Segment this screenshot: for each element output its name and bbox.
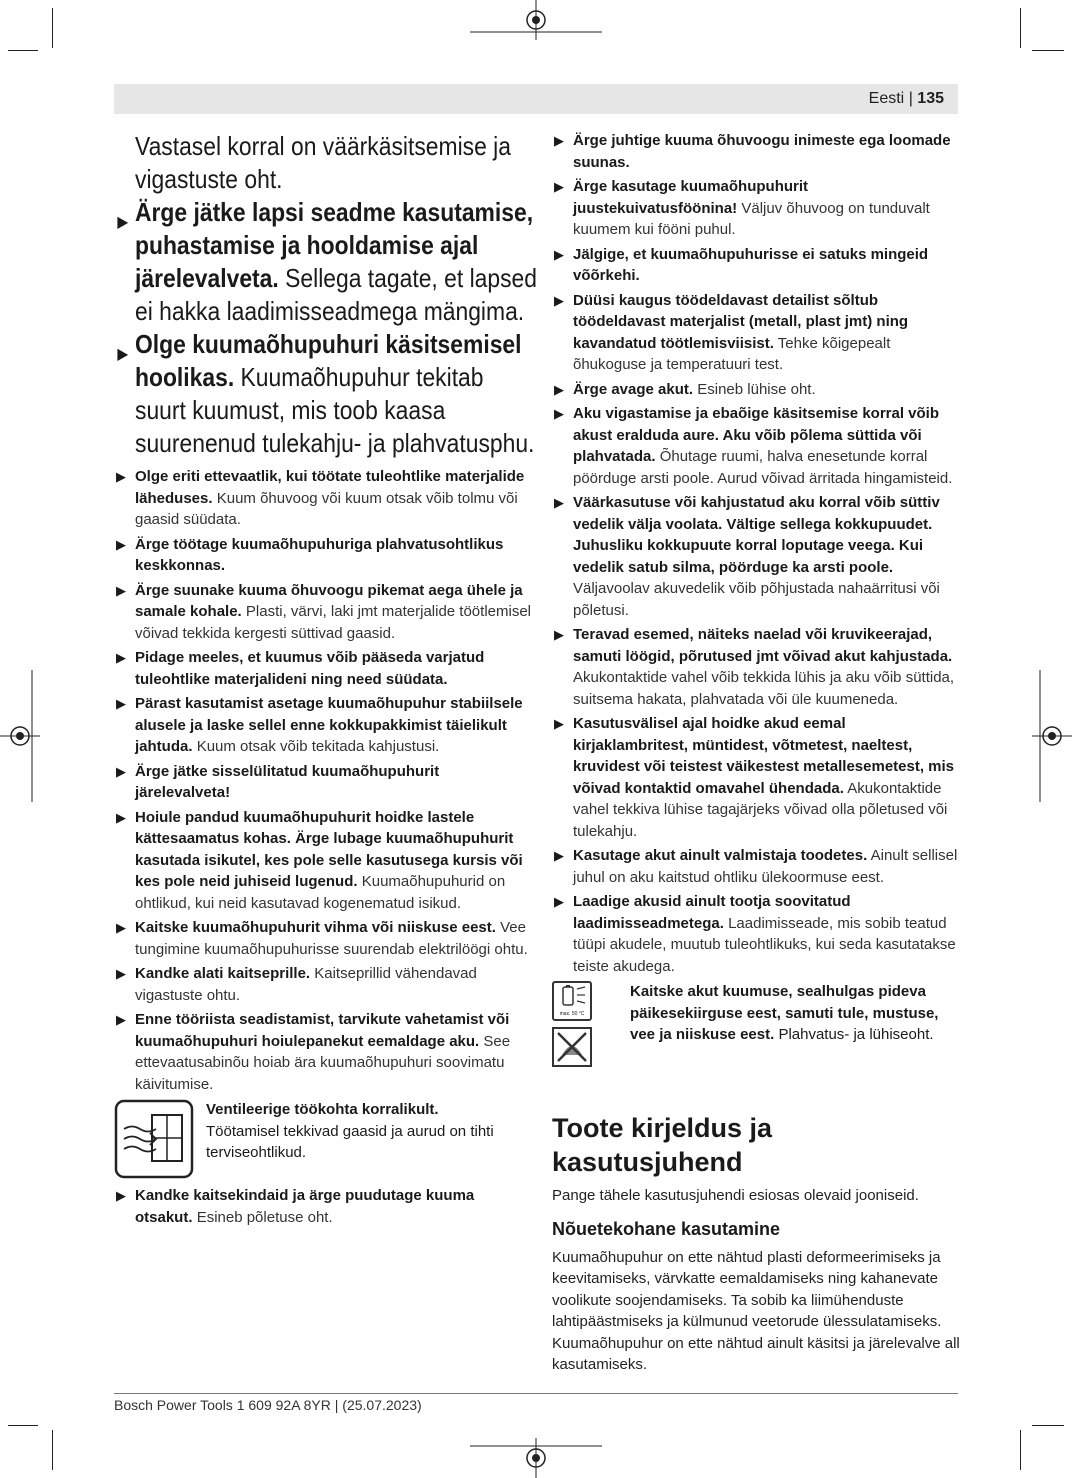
bullet-triangle-icon: ▶ [116,469,126,484]
item-bold: Enne tööriista seadistamist, tarvikute vahetamist või kuumaõhupuhuri hoiulepanekut eemaldage aku. [135,1011,510,1050]
bullet-triangle-icon: ▶ [554,406,564,421]
item-bold: Kandke kaitsekindaid ja ärge puudutage kuuma otsakut. [135,1187,475,1226]
large-print-block [117,130,540,460]
bullet-triangle-icon: ▶ [554,894,564,909]
safety-item [552,492,964,621]
item-bold: Väärkasutuse või kahjustatud aku korral võib süttiv vedelik välja voolata. Vältige sellega kokkupuudet. Juhusliku kokkupuute korral loputage veega. Kui vedelik satub silma, pöörduge ka arsti poole. [573,494,940,576]
heat-warning [552,981,964,1067]
safety-item [552,290,964,376]
item-text: Kuumaõhupuhurid on ohtlikud, kui neid kasutavad kogenematud isikud. [135,873,506,912]
item-bold: Kandke alati kaitseprille. [135,965,311,982]
subsection-title: Nõuetekohane kasutamine [552,1218,781,1239]
item-bold: Hoiule pandud kuumaõhupuhurit hoidke lastele kättesaamatus kohas. Ärge lubage kuumaõhupuhurit kasutada isikutel, kes pole selle kasutusega kursis või kes pole neid juhiseid lugenud. [135,808,523,890]
safety-item [114,1009,534,1095]
intended-use-text-2: Kuumaõhupuhur on ette nähtud ainult käsitsi ja järelevalve all kasutamiseks. [552,1334,960,1373]
item-text: Vee tungimine kuumaõhupuhurisse suurendab elektrilöögi ohtu. [135,919,528,958]
item-text: Õhutage ruumi, halva enesetunde korral pöörduge arsti poole. Aurud võivad ärritada hingamisteid. [573,448,953,487]
crop-mark [8,1425,38,1426]
safety-item [552,379,964,401]
bullet-triangle-icon: ▶ [554,179,564,194]
bullet-triangle-icon: ▶ [554,133,564,148]
page-number: 135 [917,90,944,107]
header-language: Eesti [868,90,905,107]
item-bold: Kaitske kuumaõhupuhurit vihma või niiskuse eest. [135,919,496,936]
safety-item [114,466,534,531]
bullet-triangle-icon: ▶ [554,627,564,642]
safety-item [552,244,964,287]
bullet-triangle-icon: ▶ [116,1188,126,1203]
bullet-triangle-icon: ▶ [117,346,129,363]
crop-mark [52,1430,53,1470]
item-text: Väljavoolav akuvedelik võib põhjustada nahaärritusi või põletusi. [573,580,940,619]
item-bold: Olge eriti ettevaatlik, kui töötate tuleohtlike materjalide läheduses. [135,468,525,507]
bullet-triangle-icon: ▶ [116,1012,126,1027]
page-header [114,84,958,114]
left-column [114,130,537,1231]
item-text: Esineb põletuse oht. [196,1208,333,1226]
safety-item [552,624,964,710]
footer-divider [114,1393,958,1394]
item-text: Esineb lühise oht. [697,380,816,398]
large-item-bold: Olge kuumaõhupuhuri käsitsemisel hoolikas. [135,329,522,392]
bullet-triangle-icon: ▶ [116,696,126,711]
safety-item [114,647,534,690]
crop-mark [1032,50,1064,51]
item-text: Tehke kõigepealt õhukoguse ja temperatuuri test. [573,334,891,373]
safety-item [114,693,534,758]
crop-mark [52,8,53,48]
sun-heat-icon [557,985,587,1007]
header-label [869,90,944,108]
battery-temperature-icon [552,981,592,1021]
ventilation-notice [114,1099,534,1179]
product-description-section [552,1111,964,1376]
large-item-text: Kuumaõhupuhur tekitab suurt kuumust, mis toob kaasa suurenenud tulekahju- ja plahvatusphu. [135,362,535,458]
bullet-triangle-icon: ▶ [116,920,126,935]
section-title: Toote kirjeldus ja kasutusjuhend [552,1113,773,1177]
safety-item [552,891,964,977]
bullet-triangle-icon: ▶ [116,763,126,779]
item-bold: Jälgige, et kuumaõhupuhurisse ei satuks mingeid võõrkehi. [573,245,929,284]
item-text: Väljuv õhuvoog on tunduvalt kuumem kui fööni puhul. [573,199,930,238]
ventilation-detail: Töötamisel tekkivad gaasid ja aurud on tihti terviseohtlikud. [206,1122,494,1161]
large-item-bold: Ärge jätke lapsi seadme kasutamise, puhastamise ja hooldamise ajal järelevalveta. [135,197,534,293]
icon-temperature-label: max. 50 °C [559,1011,585,1017]
continuation-text: Vastasel korral on väärkäsitsemise ja vigastuste oht. [135,131,511,194]
safety-item [114,807,534,915]
large-safety-item [117,196,540,328]
safety-item [114,761,534,804]
item-text: Laadimisseade, mis sobib teatud tüüpi akudele, muutub tuleohtlikuks, kui seda kasutatakse teiste akudega. [573,914,956,975]
safety-item [114,580,534,645]
ventilation-bold: Ventileerige töökohta korralikult. [206,1101,439,1118]
item-text: Kuum õhuvoog või kuum otsak võib tolmu või gaasid süüdata. [135,489,518,528]
ventilation-window-icon [114,1099,194,1179]
section-intro: Pange tähele kasutusjuhendi esiosas olevaid jooniseid. [552,1187,919,1204]
crop-mark [1032,1425,1064,1426]
safety-item [552,403,964,489]
heat-warning-bold: Kaitske akut kuumuse, sealhulgas pideva päikesekiirguse eest, samuti tule, mustuse, vee ja niiskuse eest. [630,983,939,1043]
crop-mark [8,50,38,51]
item-bold: Ärge jätke sisselülitatud kuumaõhupuhurit järelevalveta! [135,762,440,801]
item-bold: Kasutage akut ainult valmistaja toodetes. [573,847,868,864]
intended-use-text: Kuumaõhupuhur on ette nähtud plasti deformeerimiseks ja keevitamiseks, värvkatte eemaldamiseks ning kahanevate voolikute soojendamiseks. Ta sobib ka liimühenduste lahtipäästmiseks ja külmunud veetorude ülessulatamiseks. [552,1248,942,1330]
item-text: Plasti, värvi, laki jmt materjalide töötlemisel võivad tekkida kergesti süttivad gaasid. [135,603,531,642]
item-bold: Ärge juhtige kuuma õhuvoogu inimeste ega loomade suunas. [573,132,951,171]
safety-item [552,845,964,888]
item-text: See ettevaatusabinõu hoiab ära kuumaõhupuhuri soovimatu käivitumise. [135,1032,511,1093]
item-bold: Teravad esemed, näiteks naelad või kruvikeerajad, samuti löögid, põrutused jmt võivad akut kahjustada. [573,626,953,665]
bullet-triangle-icon: ▶ [116,536,126,552]
bullet-triangle-icon: ▶ [116,650,126,665]
item-bold: Kasutusvälisel ajal hoidke akud eemal kirjaklambritest, müntidest, võtmetest, naeltest, kruvidest või teistest väikestest metallesemetest, mis võivad kontaktid omavahel ühendada. [573,715,955,797]
safety-list [114,466,534,1095]
registration-mark-bottom [470,1438,602,1478]
heat-warning-text [630,981,964,1046]
safety-item [114,963,534,1006]
page-footer: Bosch Power Tools 1 609 92A 8YR | (25.07.2023) [114,1397,422,1413]
registration-mark-top [470,0,602,40]
safety-item [114,1185,534,1228]
bullet-triangle-icon: ▶ [554,381,564,397]
bullet-triangle-icon: ▶ [554,495,564,510]
item-bold: Ärge töötage kuumaõhupuhuriga plahvatusohtlikus keskkonnas. [135,535,504,574]
header-separator: | [908,90,913,107]
registration-mark-left [0,670,40,802]
safety-item [114,917,534,960]
item-bold: Ärge kasutage kuumaõhupuhurit juustekuivatusföönina! [573,178,809,217]
item-bold: Ärge avage akut. [573,380,694,398]
safety-item [552,713,964,842]
no-water-icon [552,1027,592,1067]
item-bold: Aku vigastamise ja ebaõige käsitsemise korral võib akust eralduda aure. Aku võib põlema süttida või plahvatada. [573,405,940,465]
crop-mark [1020,8,1021,48]
item-bold: Düüsi kaugus töödeldavast detailist sõltub töödeldavast materjalist (metall, plast jmt) ning kavandatud töötlemisviisist. [573,291,909,352]
bullet-triangle-icon: ▶ [554,848,564,863]
item-text: Kuum otsak võib tekitada kahjustusi. [196,738,440,755]
item-text: Akukontaktide vahel tekkiva lühise tagajärjeks võivad olla põletused või tulekahju. [573,779,948,840]
safety-item [552,130,964,173]
registration-mark-right [1032,670,1072,802]
bullet-triangle-icon: ▶ [116,966,126,981]
item-bold: Pärast kasutamist asetage kuumaõhupuhur stabiilsele alusele ja laske sellel enne kokkupakkimist täielikult jahtuda. [135,695,523,755]
bullet-triangle-icon: ▶ [116,809,126,825]
bullet-triangle-icon: ▶ [116,582,126,598]
battery-safety-list [552,130,964,977]
safety-item [114,534,534,577]
bullet-triangle-icon: ▶ [554,246,564,262]
bullet-triangle-icon: ▶ [117,214,129,231]
right-column [552,130,964,1376]
bullet-triangle-icon: ▶ [554,292,564,308]
item-text: Ainult sellisel juhul on aku kaitstud ohtliku ülekoormuse eest. [573,847,958,886]
item-bold: Ärge suunake kuuma õhuvoogu pikemat aega ühele ja samale kohale. [135,581,523,620]
ventilation-text [206,1099,534,1164]
safety-item [552,176,964,241]
item-text: Akukontaktide vahel võib tekkida lühis ja aku võib süttida, suitsema hakata, plahvatada või üle kuumeneda. [573,669,955,708]
heat-warning-icons [552,981,592,1067]
large-item-text: Sellega tagate, et lapsed ei hakka laadimisseadmega mängima. [135,263,537,326]
large-safety-item [117,328,540,460]
item-bold: Laadige akusid ainult tootja soovitatud laadimisseadmetega. [573,893,851,932]
crop-mark [1020,1430,1021,1470]
item-text: Kaitseprillid vähendavad vigastuste ohtu. [135,965,477,1004]
heat-warning-detail: Plahvatus- ja lühiseoht. [778,1026,934,1043]
bullet-triangle-icon: ▶ [554,716,564,731]
item-bold: Pidage meeles, et kuumus võib pääseda varjatud tuleohtlike materjalideni ning need süüdata. [135,649,485,688]
